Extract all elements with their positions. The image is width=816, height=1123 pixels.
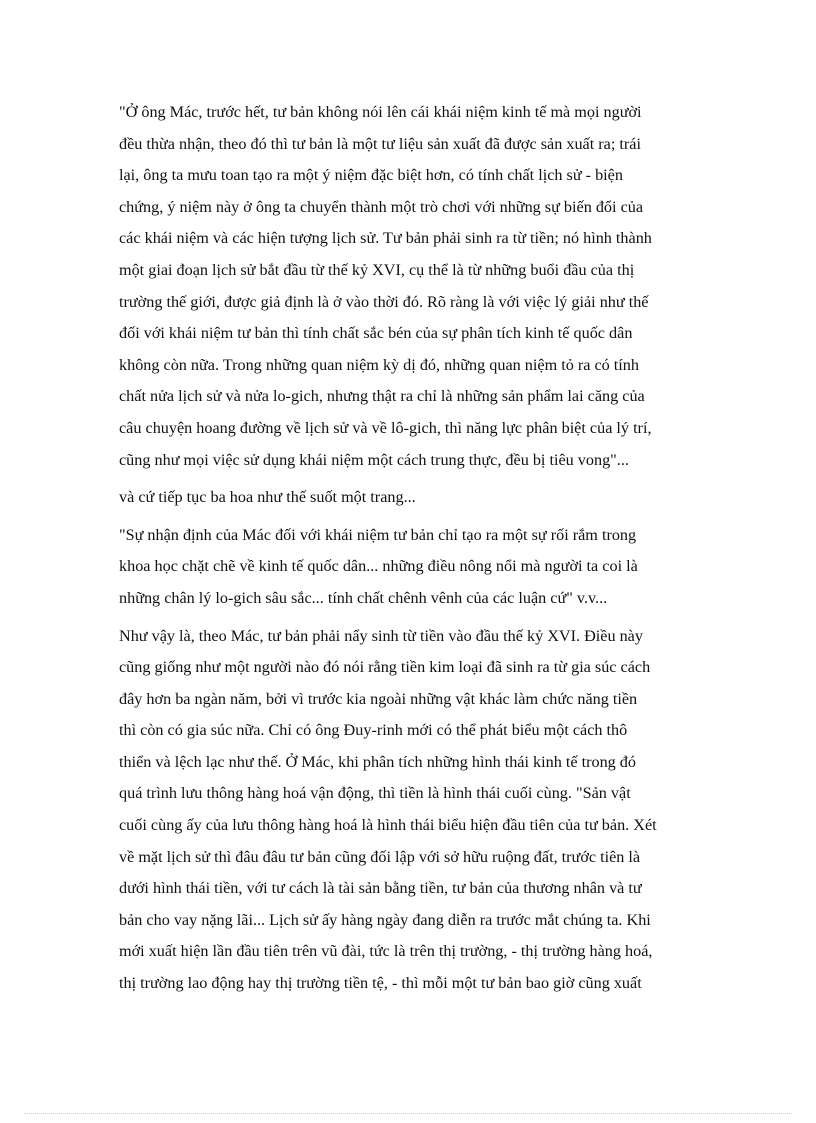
text-line: chất nửa lịch sử và nửa lo-gich, nhưng thật ra chỉ là những sản phẩm lai căng của [119,387,645,406]
text-line: các khái niệm và các hiện tượng lịch sử. Tư bản phải sinh ra từ tiền; nó hình thành [119,229,652,248]
text-line: không còn nữa. Trong những quan niệm kỳ dị đó, những quan niệm tỏ ra có tính [119,355,639,374]
text-line: về mặt lịch sử thì đâu đâu tư bản cũng đối lập với sở hữu ruộng đất, trước tiên là [119,847,641,866]
body-text [119,97,694,1000]
text-line: đối với khái niệm tư bản thì tính chất sắc bén của sự phân tích kinh tế quốc dân [119,324,633,343]
paragraph-commentary [119,621,694,1000]
text-line: chứng, ý niệm này ở ông ta chuyển thành một trò chơi với những sự biến đổi của [119,197,644,216]
text-line: cũng như mọi việc sử dụng khái niệm một cách trung thực, đều bị tiêu vong"... [119,450,629,469]
text-line: đây hơn ba ngàn năm, bởi vì trước kia ngoài những vật khác làm chức năng tiền [119,689,638,708]
text-line: "Ở ông Mác, trước hết, tư bản không nói lên cái khái niệm kinh tế mà mọi người [119,103,642,121]
text-line: câu chuyện hoang đường về lịch sử và về lô-gich, thì năng lực phân biệt của lý trí, [119,418,652,437]
text-line: khoa học chặt chẽ về kinh tế quốc dân... những điều nông nổi mà người ta coi là [119,557,638,576]
text-line: quá trình lưu thông hàng hoá vận động, thì tiền là hình thái cuối cùng. "Sản vật [119,784,631,803]
text-line: trường thế giới, được giả định là ở vào thời đó. Rõ ràng là với việc lý giải như thế [119,292,649,311]
text-line: những chân lý lo-gich sâu sắc... tính chất chênh vênh của các luận cứ" v.v... [119,588,608,607]
paragraph-continuation [119,482,694,514]
text-line: lại, ông ta mưu toan tạo ra một ý niệm đặc biệt hơn, có tính chất lịch sử - biện [119,166,623,185]
page-bottom-divider [24,1113,792,1114]
text-line: dưới hình thái tiền, với tư cách là tài sản bằng tiền, tư bản của thương nhân và tư [119,879,642,898]
text-line: cuối cùng ấy của lưu thông hàng hoá là hình thái biểu hiện đầu tiên của tư bản. Xét [119,816,657,835]
text-line: cũng giống như một người nào đó nói rằng tiền kim loại đã sinh ra từ gia súc cách [119,658,651,677]
text-line: đều thừa nhận, theo đó thì tư bản là một tư liệu sản xuất đã được sản xuất ra; trái [119,134,641,153]
text-line: mới xuất hiện lần đầu tiên trên vũ đài, tức là trên thị trường, - thị trường hàng hoá, [119,942,653,961]
text-line: thiển và lệch lạc như thế. Ở Mác, khi phân tích những hình thái kinh tế trong đó [119,752,636,771]
text-line: một giai đoạn lịch sử bắt đầu từ thế kỷ XVI, cụ thể là từ những buổi đầu của thị [119,260,635,279]
text-line: bản cho vay nặng lãi... Lịch sử ấy hàng ngày đang diễn ra trước mắt chúng ta. Khi [119,910,651,929]
paragraph-quote-duhring-1 [119,97,694,476]
text-line: thì còn có gia súc nữa. Chỉ có ông Đuy-rinh mới có thể phát biểu một cách thô [119,721,628,740]
text-line: thị trường lao động hay thị trường tiền tệ, - thì mỗi một tư bản bao giờ cũng xuất [119,974,642,993]
text-line: và cứ tiếp tục ba hoa như thế suốt một trang... [119,488,416,507]
text-line: Như vậy là, theo Mác, tư bản phải nẩy sinh từ tiền vào đầu thế kỷ XVI. Điều này [119,626,643,645]
paragraph-quote-duhring-2 [119,520,694,615]
text-line: "Sự nhận định của Mác đối với khái niệm tư bản chỉ tạo ra một sự rối rắm trong [119,525,637,544]
